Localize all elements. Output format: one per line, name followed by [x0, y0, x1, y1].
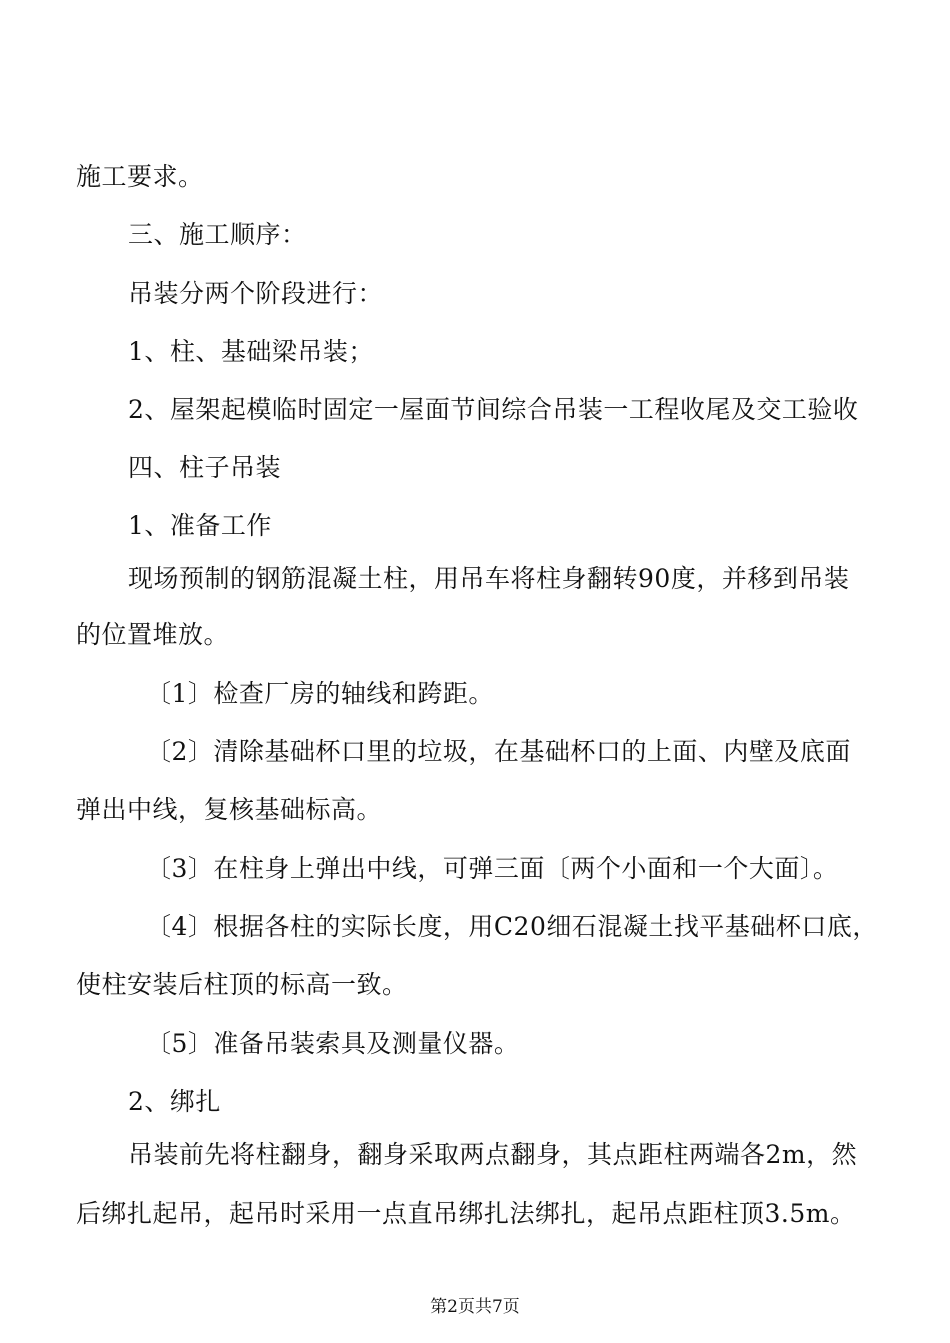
section-heading: 四、柱子吊装 [128, 453, 282, 482]
text-line: 施工要求。 [76, 162, 204, 191]
text-line: 使柱安装后柱顶的标高一致。 [76, 970, 408, 999]
page-number-footer: 第2页共7页 [430, 1297, 520, 1317]
list-item: 2、屋架起模临时固定一屋面节间综合吊装一工程收尾及交工验收 [128, 395, 859, 424]
text-line: 弹出中线，复核基础标高。 [76, 795, 383, 824]
list-item: 〔2〕清除基础杯口里的垃圾，在基础杯口的上面、内壁及底面 [146, 737, 851, 766]
list-item: 〔4〕根据各柱的实际长度，用C20细石混凝土找平基础杯口底， [146, 912, 878, 941]
list-item: 1、柱、基础梁吊装； [128, 337, 374, 366]
text-line: 吊装分两个阶段进行： [128, 279, 384, 308]
list-item: 〔5〕准备吊装索具及测量仪器。 [146, 1029, 520, 1058]
list-item: 〔1〕检查厂房的轴线和跨距。 [146, 679, 494, 708]
subsection-heading: 1、准备工作 [128, 511, 272, 540]
text-line: 现场预制的钢筋混凝土柱，用吊车将柱身翻转90度，并移到吊装 [128, 564, 850, 593]
section-heading: 三、施工顺序： [128, 220, 307, 249]
text-line: 后绑扎起吊，起吊时采用一点直吊绑扎法绑扎，起吊点距柱顶3.5m。 [76, 1199, 856, 1228]
text-line: 的位置堆放。 [76, 620, 230, 649]
text-line: 吊装前先将柱翻身，翻身采取两点翻身，其点距柱两端各2m，然 [128, 1140, 858, 1169]
subsection-heading: 2、绑扎 [128, 1087, 221, 1116]
list-item: 〔3〕在柱身上弹出中线，可弹三面〔两个小面和一个大面〕。 [146, 854, 839, 883]
